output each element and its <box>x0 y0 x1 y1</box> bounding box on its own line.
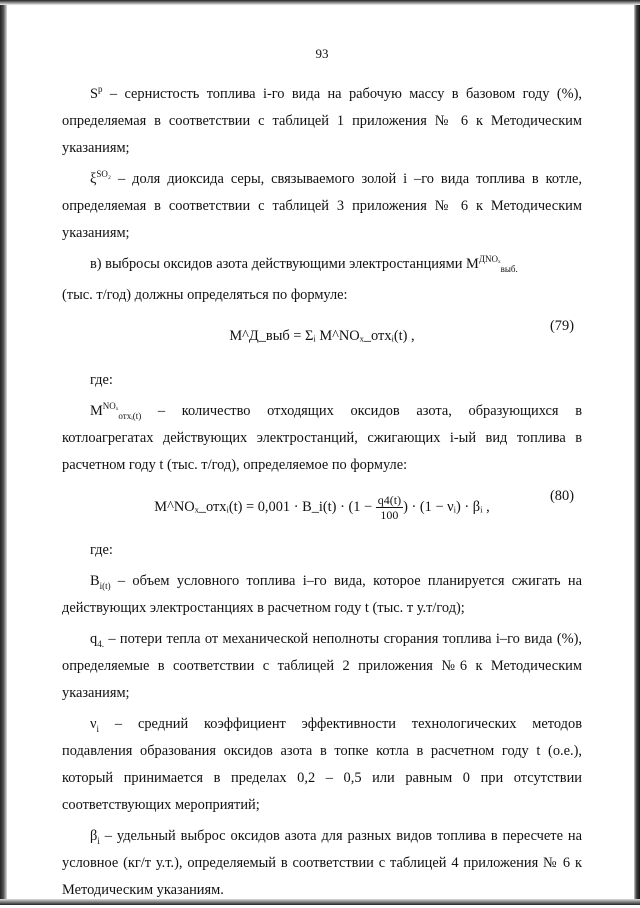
symbol-m: M <box>90 403 103 419</box>
symbol-m-sub: отхᵢ(t) <box>118 410 142 421</box>
symbol-nu-sub: i <box>96 723 100 734</box>
paragraph-text: – удельный выброс оксидов азота для разных видов топлива в пересчете на условное (кг/т у.т.), определяемый в соответствии с таблицей 4 приложения № 6 к Методическим указаниям. <box>62 828 582 898</box>
symbol-q-sub: 4. <box>97 638 104 649</box>
paragraph-heat-loss <box>62 626 582 707</box>
formula-80-left: M^NOₓ_отхᵢ(t) = 0,001 · B_i(t) · (1 − <box>154 498 376 515</box>
formula-79-expression: M^Д_выб = Σᵢ M^NOₓ_отхᵢ(t) , <box>229 328 415 344</box>
symbol-q: q <box>90 631 98 647</box>
page-number: 93 <box>315 46 329 61</box>
symbol-s: S <box>90 86 99 102</box>
scan-edge-right <box>634 0 640 905</box>
paragraph-nox-intro <box>62 251 582 278</box>
paragraph-text: – количество отходящих оксидов азота, образующихся в котлоагрегатах действующих электростанций, сжигающих i-ый вид топлива в расчетном году t (тыс. т/год), определяемое по формуле: <box>62 403 582 473</box>
symbol-xi-sup: SO₂ <box>96 169 112 180</box>
symbol-xi: ξ <box>90 171 97 187</box>
paragraph-sulfur-content <box>62 81 582 162</box>
symbol-m-sup: NOₓ <box>102 401 119 412</box>
symbol-m-sup: Д <box>478 254 485 265</box>
fraction-denominator: 100 <box>380 508 399 522</box>
formula-80-right: ) · (1 − νᵢ) · βᵢ , <box>403 498 490 515</box>
formula-80-fraction <box>376 493 403 522</box>
symbol-m-sub: выб. <box>500 263 518 274</box>
symbol-b-sub: i(t) <box>99 580 111 591</box>
paragraph-so2-fraction <box>62 166 582 247</box>
paragraph-text: в) выбросы оксидов азота действующими электростанциями <box>90 256 467 272</box>
symbol-m: M <box>466 256 479 272</box>
symbol-beta-sub: i <box>97 835 100 846</box>
paragraph-formula-intro: (тыс. т/год) должны определяться по формуле: <box>62 287 348 303</box>
fraction-numerator: q4(t) <box>377 493 402 507</box>
symbol-beta: β <box>90 828 98 844</box>
paragraph-text: – сернистость топлива i-го вида на рабочую массу в базовом году (%), определяемая в соответствии с таблицей 1 приложения № 6 к Методическим указаниям; <box>62 86 582 156</box>
where-label-1: где: <box>90 372 113 388</box>
formula-80-number: (80) <box>550 488 574 504</box>
page-content <box>62 40 582 908</box>
scan-edge-left <box>0 0 7 905</box>
paragraph-efficiency-coefficient <box>62 711 582 819</box>
scan-edge-top <box>0 0 640 5</box>
formula-80-expression <box>154 483 489 522</box>
paragraph-text: – доля диоксида серы, связываемого золой i –го вида топлива в котле, определяемая в соответствии с таблицей 3 приложения № 6 к Методическим указаниям; <box>62 171 582 241</box>
symbol-b: B <box>90 573 100 589</box>
paragraph-fuel-volume <box>62 568 582 622</box>
formula-79 <box>62 313 582 363</box>
symbol-nu: ν <box>90 716 97 732</box>
formula-79-number: (79) <box>550 318 574 334</box>
paragraph-text: – потери тепла от механической неполноты сгорания топлива i–го вида (%), определяемые в соответствии с таблицей 2 приложения №6 к Методическим указаниям; <box>62 631 582 701</box>
paragraph-text: – средний коэффициент эффективности технологических методов подавления образования оксидов азота в топке котла в расчетном году t (о.е.), который принимается в пределах 0,2 – 0,5 или равным 0 при отсутствии соответствующих мероприятий; <box>62 716 582 813</box>
where-label-2: где: <box>90 542 113 558</box>
formula-80 <box>62 483 582 533</box>
paragraph-nox-amount <box>62 398 582 479</box>
paragraph-text: – объем условного топлива i–го вида, которое планируется сжигать на действующих электростанциях в расчетном году t (тыс. т у.т/год); <box>62 573 582 616</box>
symbol-m-sup2: NOₓ <box>484 254 501 265</box>
symbol-s-sup: p <box>98 84 103 95</box>
paragraph-specific-emission <box>62 823 582 904</box>
